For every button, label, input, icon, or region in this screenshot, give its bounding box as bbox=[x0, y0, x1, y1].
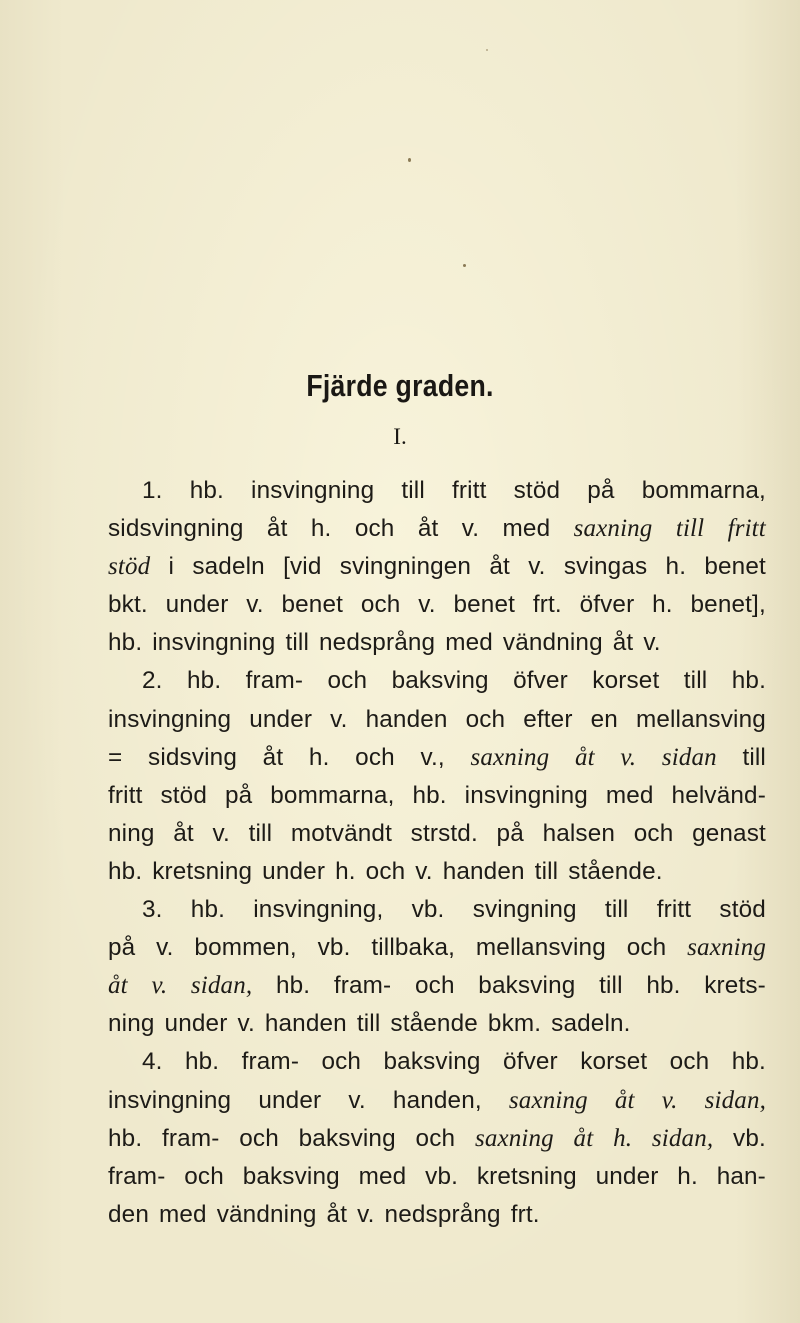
word: handen bbox=[264, 1010, 347, 1038]
word: under bbox=[249, 705, 313, 733]
word: stående. bbox=[568, 857, 663, 885]
word: baksving bbox=[383, 1048, 481, 1076]
word: bommen, bbox=[194, 934, 297, 962]
word: bommarna, bbox=[270, 781, 395, 809]
word: till bbox=[534, 857, 559, 885]
word: på bbox=[108, 934, 136, 962]
word: sadeln bbox=[192, 553, 265, 581]
italic-word: saxning bbox=[474, 1124, 554, 1152]
word: fram- bbox=[162, 1124, 220, 1152]
word: till bbox=[742, 743, 766, 771]
word: v. bbox=[528, 553, 546, 581]
word: sadeln. bbox=[551, 1010, 631, 1038]
word: och bbox=[360, 591, 401, 619]
word: v. bbox=[237, 1010, 255, 1038]
word: med bbox=[159, 1200, 207, 1228]
word: och bbox=[415, 1124, 456, 1152]
word: 2. bbox=[142, 667, 163, 695]
text-line bbox=[108, 1082, 766, 1120]
word: och bbox=[184, 1162, 224, 1190]
word: på bbox=[496, 819, 524, 847]
word: vändning bbox=[216, 1200, 317, 1228]
word: benet bbox=[281, 591, 344, 619]
word: [vid bbox=[283, 553, 322, 581]
word: åt bbox=[266, 515, 288, 543]
word: bkt. bbox=[108, 591, 148, 619]
word: till bbox=[604, 896, 629, 924]
italic-word: sidan, bbox=[651, 1124, 714, 1152]
paper-speck bbox=[463, 264, 466, 267]
word: fram- bbox=[245, 667, 304, 695]
word: åt bbox=[262, 743, 284, 771]
word: insvingning bbox=[464, 781, 588, 809]
italic-word: åt bbox=[614, 1086, 635, 1114]
word: en bbox=[590, 705, 618, 733]
word: v. bbox=[415, 857, 433, 885]
word: v. bbox=[246, 591, 264, 619]
italic-word: åt bbox=[573, 1124, 594, 1152]
word: v. bbox=[643, 629, 661, 657]
italic-word: saxning bbox=[687, 934, 766, 962]
word: 3. bbox=[142, 896, 163, 924]
page-heading: Fjärde graden. bbox=[306, 368, 494, 403]
text-line bbox=[108, 777, 766, 815]
word: baksving bbox=[242, 1162, 340, 1190]
word: handen bbox=[365, 705, 448, 733]
italic-word: sidan, bbox=[190, 972, 253, 1000]
word: v., bbox=[420, 743, 445, 771]
text-line bbox=[108, 1043, 766, 1081]
italic-word: h. bbox=[613, 1124, 633, 1152]
word: hb. bbox=[108, 629, 143, 657]
text-line bbox=[108, 624, 766, 662]
word: svingning bbox=[472, 896, 577, 924]
word: vb. bbox=[425, 1162, 459, 1190]
word: insvingning bbox=[152, 629, 276, 657]
word: h. bbox=[665, 553, 687, 581]
word: fritt bbox=[452, 477, 487, 504]
italic-word: v. bbox=[620, 743, 637, 771]
word: 4. bbox=[142, 1048, 163, 1076]
word: svingningen bbox=[339, 553, 472, 581]
word: insvingning bbox=[108, 1086, 232, 1114]
text-line bbox=[108, 815, 766, 853]
word: nedsprång bbox=[384, 1200, 501, 1228]
word: åt bbox=[326, 1200, 348, 1228]
word: frt. bbox=[532, 591, 562, 619]
word: sidsvingning bbox=[108, 515, 244, 543]
word: med bbox=[502, 515, 551, 543]
text-line bbox=[108, 662, 766, 700]
word: åt bbox=[489, 553, 510, 581]
text-line bbox=[108, 1120, 766, 1158]
text-line bbox=[108, 853, 766, 891]
word: öfver bbox=[513, 667, 568, 695]
word: på bbox=[587, 477, 615, 504]
italic-word: saxning bbox=[508, 1086, 588, 1114]
word: h. bbox=[335, 857, 356, 885]
word: h. bbox=[310, 515, 332, 543]
word: under bbox=[258, 1086, 322, 1114]
word: fram- bbox=[241, 1048, 300, 1076]
word: under bbox=[262, 857, 326, 885]
word: den bbox=[108, 1200, 149, 1228]
word: och bbox=[354, 515, 395, 543]
word: fram- bbox=[108, 1162, 166, 1190]
word: korset bbox=[592, 667, 660, 695]
text-line bbox=[108, 739, 766, 777]
word: fram- bbox=[333, 972, 392, 1000]
word: kretsning bbox=[152, 857, 253, 885]
word: handen, bbox=[392, 1086, 482, 1114]
section-number: I. bbox=[393, 424, 407, 449]
word: v. bbox=[156, 934, 174, 962]
word: = bbox=[108, 743, 123, 771]
word: h. bbox=[652, 591, 673, 619]
text-line bbox=[108, 472, 766, 510]
word: hb. bbox=[646, 972, 681, 1000]
word: och bbox=[327, 667, 368, 695]
word: på bbox=[224, 781, 253, 809]
word: och bbox=[633, 819, 674, 847]
word: öfver bbox=[579, 591, 635, 619]
word: vb. bbox=[411, 896, 445, 924]
italic-word: v. bbox=[151, 972, 168, 1000]
body-text bbox=[108, 472, 766, 1234]
word: v. bbox=[357, 1200, 375, 1228]
paper-speck bbox=[486, 49, 488, 51]
word: insvingning bbox=[251, 477, 375, 504]
word: till bbox=[401, 477, 425, 504]
word: hb. bbox=[731, 667, 766, 695]
word: ning bbox=[108, 819, 155, 847]
italic-word: v. bbox=[661, 1086, 678, 1114]
word: hb. bbox=[108, 857, 143, 885]
word: till bbox=[356, 1010, 381, 1038]
word: och bbox=[414, 972, 455, 1000]
word: v. bbox=[348, 1086, 366, 1114]
word: sidsving bbox=[148, 743, 237, 771]
word: och bbox=[669, 1048, 710, 1076]
word: baksving bbox=[478, 972, 576, 1000]
word: frt. bbox=[510, 1200, 540, 1228]
word: och bbox=[355, 743, 395, 771]
italic-word: sidan bbox=[661, 743, 717, 771]
paper-speck bbox=[408, 158, 411, 162]
word: med bbox=[445, 629, 493, 657]
text-line bbox=[108, 967, 766, 1005]
italic-word: fritt bbox=[727, 515, 766, 543]
word: hb. bbox=[731, 1048, 766, 1076]
word: under bbox=[595, 1162, 659, 1190]
word: v. bbox=[418, 591, 436, 619]
word: krets- bbox=[704, 972, 766, 1000]
word: stöd bbox=[160, 781, 207, 809]
word: och bbox=[365, 857, 406, 885]
word: och bbox=[626, 934, 667, 962]
text-line bbox=[108, 929, 766, 967]
text-line bbox=[108, 510, 766, 548]
word: fritt bbox=[108, 781, 143, 809]
word: hb. bbox=[187, 667, 222, 695]
word: helvänd- bbox=[671, 781, 766, 809]
word: v. bbox=[212, 819, 230, 847]
word: och bbox=[321, 1048, 362, 1076]
word: stöd bbox=[719, 896, 766, 924]
word: stöd bbox=[513, 477, 561, 504]
word: stående bbox=[390, 1010, 478, 1038]
word: och bbox=[239, 1124, 279, 1152]
italic-word: saxning bbox=[470, 743, 550, 771]
word: insvingning bbox=[108, 705, 232, 733]
word: svingas bbox=[563, 553, 648, 581]
word: bommarna, bbox=[641, 477, 766, 504]
word: v. bbox=[461, 515, 480, 543]
text-line bbox=[108, 548, 766, 586]
word: kretsning bbox=[476, 1162, 577, 1190]
word: benet bbox=[704, 553, 766, 581]
word: fritt bbox=[656, 896, 692, 924]
word: nedsprång bbox=[319, 629, 436, 657]
text-line bbox=[108, 891, 766, 929]
word: handen bbox=[442, 857, 525, 885]
word: mellansving bbox=[475, 934, 606, 962]
word: han- bbox=[716, 1162, 766, 1190]
word: 1. bbox=[142, 477, 163, 504]
word: efter bbox=[523, 705, 573, 733]
word: till bbox=[599, 972, 623, 1000]
word: benet bbox=[453, 591, 516, 619]
word: vb. bbox=[317, 934, 351, 962]
word: genast bbox=[692, 819, 766, 847]
word: bkm. bbox=[487, 1010, 542, 1038]
word: till bbox=[248, 819, 273, 847]
word: till bbox=[683, 667, 708, 695]
word: åt bbox=[173, 819, 194, 847]
word: tillbaka, bbox=[371, 934, 456, 962]
word: baksving bbox=[391, 667, 489, 695]
word: vb. bbox=[733, 1124, 766, 1152]
word: halsen bbox=[542, 819, 616, 847]
word: vändning bbox=[502, 629, 603, 657]
text-line bbox=[108, 1196, 766, 1234]
word: hb. bbox=[412, 781, 447, 809]
word: motvändt bbox=[290, 819, 392, 847]
word: hb. bbox=[190, 896, 226, 924]
word: hb. bbox=[108, 1124, 143, 1152]
italic-word: till bbox=[675, 515, 705, 543]
word: mellansving bbox=[635, 705, 766, 733]
italic-word: stöd bbox=[108, 553, 151, 581]
word: öfver bbox=[503, 1048, 558, 1076]
word: korset bbox=[580, 1048, 648, 1076]
text-line bbox=[108, 586, 766, 624]
word: insvingning, bbox=[253, 896, 384, 924]
word: i bbox=[168, 553, 175, 581]
word: h. bbox=[308, 743, 330, 771]
italic-word: saxning bbox=[573, 515, 653, 543]
word: åt bbox=[417, 515, 439, 543]
italic-word: åt bbox=[108, 972, 128, 1000]
word: hb. bbox=[184, 1048, 220, 1076]
word: benet], bbox=[690, 591, 766, 619]
italic-word: åt bbox=[574, 743, 595, 771]
word: med bbox=[358, 1162, 407, 1190]
word: under bbox=[165, 591, 229, 619]
text-line bbox=[108, 1158, 766, 1196]
word: åt bbox=[612, 629, 634, 657]
word: h. bbox=[677, 1162, 698, 1190]
word: baksving bbox=[298, 1124, 396, 1152]
text-line bbox=[108, 1005, 766, 1043]
word: under bbox=[164, 1010, 228, 1038]
word: med bbox=[605, 781, 654, 809]
word: strstd. bbox=[410, 819, 478, 847]
word: hb. bbox=[275, 972, 311, 1000]
italic-word: sidan, bbox=[704, 1086, 766, 1114]
word: och bbox=[465, 705, 506, 733]
word: hb. bbox=[189, 477, 224, 504]
word: ning bbox=[108, 1010, 155, 1038]
word: till bbox=[285, 629, 309, 657]
word: v. bbox=[330, 705, 348, 733]
text-line bbox=[108, 701, 766, 739]
